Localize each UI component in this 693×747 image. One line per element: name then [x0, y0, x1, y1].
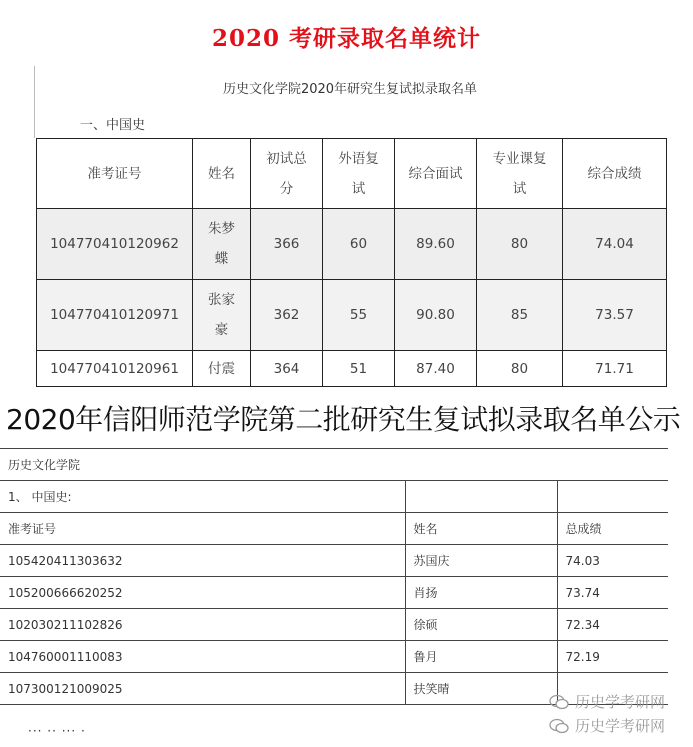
section-row: [0, 481, 668, 513]
score-cell: 74.03: [557, 545, 668, 577]
college-name: 历史文化学院: [0, 449, 668, 481]
major-retest-cell: 80: [477, 351, 563, 387]
major-retest-cell: 85: [477, 280, 563, 351]
initial-score-cell: 366: [251, 209, 323, 280]
name-text: 付震: [208, 360, 235, 377]
admission-table-1: [36, 138, 667, 387]
header-text: 分: [279, 180, 294, 197]
page-title: 2020 考研录取名单统计: [211, 25, 482, 52]
header-major-retest: [477, 139, 563, 209]
truncated-row-text: ··· ·· ··· ·: [28, 724, 86, 738]
page-edge-rule: [34, 66, 35, 138]
table-row: [37, 209, 667, 280]
empty-cell: [557, 481, 668, 513]
college-row: [0, 449, 668, 481]
table-row: [0, 609, 668, 641]
header-text: 综合面试: [408, 165, 463, 182]
major-retest-cell: 80: [477, 209, 563, 280]
admission-table-2: [0, 448, 668, 705]
name-text: 豪: [214, 322, 229, 338]
document-title: 历史文化学院2020年研究生复试拟录取名单: [222, 82, 478, 97]
name-text: 朱梦: [208, 221, 235, 237]
section-label: 一、中国史: [80, 118, 146, 133]
score-cell: 72.34: [557, 609, 668, 641]
name-text: 蝶: [214, 251, 229, 267]
header-interview: [395, 139, 477, 209]
watermark-line: [515, 714, 665, 738]
admission-list-document-1: [34, 66, 666, 388]
header-text: 准考证号: [87, 165, 142, 182]
name-cell: [193, 280, 251, 351]
name-text: 张家: [208, 292, 235, 308]
header-initial-score: [251, 139, 323, 209]
section-label: 1、 中国史:: [0, 481, 405, 513]
exam-id-cell: 102030211102826: [0, 609, 405, 641]
watermark: [515, 690, 665, 738]
initial-score-cell: 364: [251, 351, 323, 387]
exam-id-cell: 107300121009025: [0, 673, 405, 705]
interview-cell: 87.40: [395, 351, 477, 387]
interview-cell: 90.80: [395, 280, 477, 351]
exam-id-cell: 105420411303632: [0, 545, 405, 577]
header-text: 外语复: [338, 150, 379, 167]
table-header-row: [0, 513, 668, 545]
exam-id-cell: 104770410120961: [37, 351, 193, 387]
exam-id-cell: 104770410120962: [37, 209, 193, 280]
header-exam-id: [37, 139, 193, 209]
header-text: 姓名: [208, 165, 235, 182]
header-score: 总成绩: [557, 513, 668, 545]
watermark-text: 历史学考研网: [574, 717, 665, 735]
header-text: 专业课复: [492, 150, 547, 167]
name-cell: 鲁月: [405, 641, 557, 673]
total-score-cell: 73.57: [563, 280, 667, 351]
header-name: [193, 139, 251, 209]
header-text: 试: [351, 180, 366, 197]
name-cell: 扶笑晴: [405, 673, 557, 705]
foreign-retest-cell: 51: [323, 351, 395, 387]
foreign-retest-cell: 55: [323, 280, 395, 351]
score-cell: 72.19: [557, 641, 668, 673]
total-score-cell: 74.04: [563, 209, 667, 280]
name-cell: 徐硕: [405, 609, 557, 641]
table-row: [0, 545, 668, 577]
name-cell: 肖扬: [405, 577, 557, 609]
wechat-icon: [549, 718, 569, 734]
empty-cell: [405, 481, 557, 513]
header-text: 初试总: [266, 150, 307, 167]
header-foreign-retest: [323, 139, 395, 209]
header-text: 综合成绩: [587, 165, 642, 182]
header-total: [563, 139, 667, 209]
watermark-line: [515, 690, 665, 714]
second-list-heading: 2020年信阳师范学院第二批研究生复试拟录取名单公示: [6, 403, 681, 436]
header-name: 姓名: [405, 513, 557, 545]
exam-id-cell: 105200666620252: [0, 577, 405, 609]
name-cell: [193, 209, 251, 280]
exam-id-cell: 104760001110083: [0, 641, 405, 673]
total-score-cell: 71.71: [563, 351, 667, 387]
name-cell: [193, 351, 251, 387]
score-cell: 73.74: [557, 577, 668, 609]
initial-score-cell: 362: [251, 280, 323, 351]
header-exam-id: 准考证号: [0, 513, 405, 545]
exam-id-cell: 104770410120971: [37, 280, 193, 351]
wechat-icon: [549, 694, 569, 710]
table-row: [0, 577, 668, 609]
header-text: 试: [512, 180, 527, 197]
interview-cell: 89.60: [395, 209, 477, 280]
name-cell: 苏国庆: [405, 545, 557, 577]
table-row: [0, 641, 668, 673]
watermark-text: 历史学考研网: [574, 693, 665, 711]
table-header-row: [37, 139, 667, 209]
table-row: [37, 351, 667, 387]
table-row: [37, 280, 667, 351]
foreign-retest-cell: 60: [323, 209, 395, 280]
